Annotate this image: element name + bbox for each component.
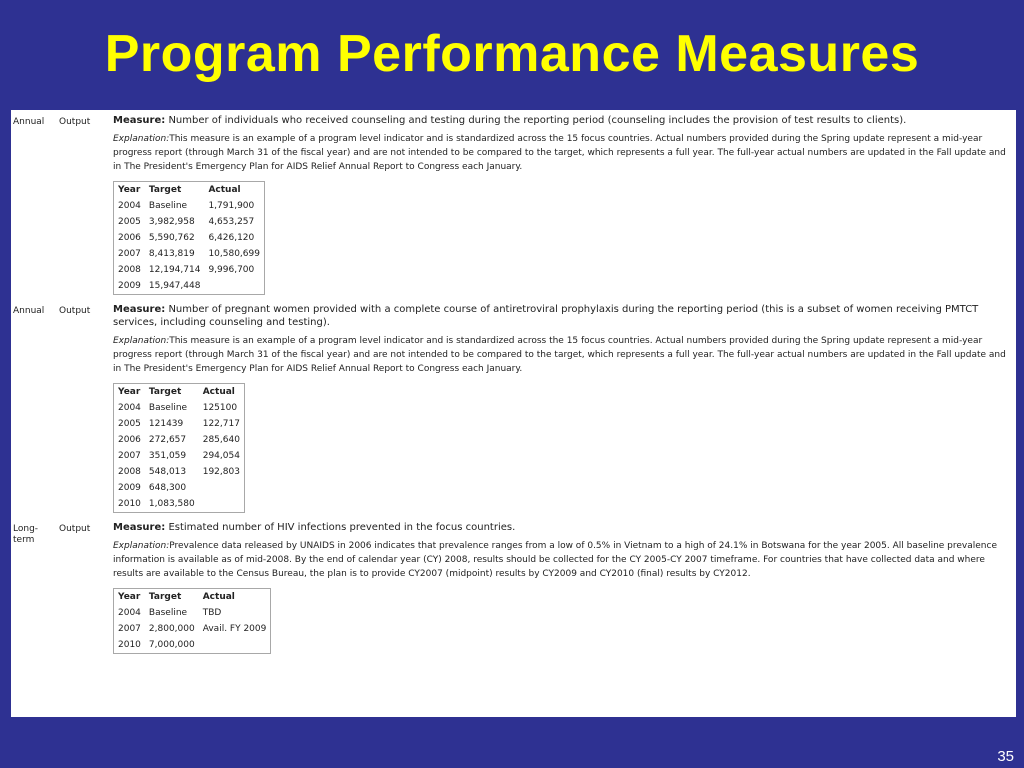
- results-table: [113, 588, 271, 654]
- table-row: [114, 480, 244, 496]
- table-cell: 2006: [118, 233, 141, 243]
- table-cell: 192,803: [202, 467, 240, 477]
- measure-text: [113, 303, 1010, 329]
- table-cell: 2009: [118, 483, 141, 493]
- table-cell: 2007: [118, 249, 141, 259]
- table-cell: 2010: [118, 640, 141, 650]
- measure-description: Number of individuals who received counseling and testing during the reporting period (counseling includes the provision of test results to clients).: [168, 115, 907, 126]
- measure-description: Number of pregnant women provided with a complete course of antiretroviral prophylaxis during the reporting period (this is a subset of women receiving PMTCT services, including counseling and testing).: [113, 304, 979, 328]
- table-cell: [199, 637, 271, 653]
- measure-text: [113, 114, 1010, 127]
- measure-details: [113, 521, 1016, 662]
- table-cell: 3,982,958: [148, 217, 195, 227]
- explanation-description: This measure is an example of a program level indicator and is standardized across the 15 focus countries. Actual numbers provided during the Spring update represent a mid-year progress report (through March 31 of the fiscal year) and are not intended to be compared to the target, which represents a full year. The full-year actual numbers are updated in the Fall update and in The President's Emergency Plan for AIDS Relief Annual Report to Congress each January.: [113, 134, 1006, 172]
- results-table: [113, 383, 245, 513]
- explanation-text: [113, 334, 1010, 376]
- measure-block: [11, 521, 1016, 662]
- table-cell: [199, 480, 244, 496]
- results-table: [113, 181, 265, 295]
- explanation-description: Prevalence data released by UNAIDS in 2006 indicates that prevalence ranges from a low of 0.5% in Vietnam to a high of 24.1% in Botswana for the year 2005. All baseline prevalence information is available as of mid-2008. By the end of calendar year (CY) 2008, results should be collected for the CY 2005-CY 2007 timeframe. For countries that have collected data and where results are available to the Census Bureau, the plan is to provide CY2007 (midpoint) results by CY2009 and CY2010 (final) results by CY2012.: [113, 541, 997, 579]
- table-cell: 122,717: [202, 419, 240, 429]
- table-cell: 6,426,120: [208, 233, 255, 243]
- table-cell: 351,059: [148, 451, 187, 461]
- table-row: [114, 605, 270, 621]
- frequency-cell: Long-term: [13, 524, 39, 545]
- table-row: [114, 214, 264, 230]
- measure-details: [113, 114, 1016, 303]
- table-row: [114, 432, 244, 448]
- table-cell: [204, 278, 264, 294]
- table-cell: 548,013: [148, 467, 187, 477]
- explanation-label: Explanation:: [113, 541, 170, 551]
- table-header-cell: Year: [118, 387, 141, 397]
- table-row: [114, 262, 264, 278]
- table-cell: 2009: [118, 281, 141, 291]
- table-row: [114, 246, 264, 262]
- table-row: [114, 496, 244, 512]
- explanation-label: Explanation:: [113, 336, 170, 346]
- table-cell: 2008: [118, 265, 141, 275]
- table-row: [114, 230, 264, 246]
- table-cell: 272,657: [148, 435, 187, 445]
- table-cell: 2008: [118, 467, 141, 477]
- table-cell: 285,640: [202, 435, 240, 445]
- table-cell: Baseline: [148, 201, 188, 211]
- frequency-cell: Annual: [13, 117, 45, 127]
- table-cell: 9,996,700: [208, 265, 255, 275]
- table-header-cell: Actual: [208, 185, 241, 195]
- table-header-row: [114, 589, 270, 605]
- table-row: [114, 637, 270, 653]
- measure-details: [113, 303, 1016, 521]
- page-number: 35: [997, 748, 1014, 765]
- table-header-cell: Year: [118, 592, 141, 602]
- table-header-row: [114, 182, 264, 198]
- table-cell: 125100: [202, 403, 238, 413]
- frequency-cell: Annual: [13, 306, 45, 316]
- table-row: [114, 416, 244, 432]
- measure-label: Measure:: [113, 522, 166, 533]
- table-header-cell: Year: [118, 185, 141, 195]
- table-cell: 2005: [118, 217, 141, 227]
- table-row: [114, 448, 244, 464]
- table-header-cell: Target: [148, 592, 182, 602]
- explanation-description: This measure is an example of a program level indicator and is standardized across the 15 focus countries. Actual numbers provided during the Spring update represent a mid-year progress report (through March 31 of the fiscal year) and are not intended to be compared to the target, which represents a full year. The full-year actual numbers are updated in the Fall update and in The President's Emergency Plan for AIDS Relief Annual Report to Congress each January.: [113, 336, 1006, 374]
- measure-text: [113, 521, 1010, 534]
- table-cell: 7,000,000: [148, 640, 195, 650]
- type-cell: Output: [59, 117, 91, 127]
- table-cell: [199, 496, 244, 512]
- table-header-cell: Actual: [202, 387, 235, 397]
- table-cell: 2004: [118, 403, 141, 413]
- table-cell: 648,300: [148, 483, 187, 493]
- measure-block: [11, 303, 1016, 521]
- table-cell: TBD: [202, 608, 222, 618]
- table-row: [114, 400, 244, 416]
- table-cell: 2005: [118, 419, 141, 429]
- table-cell: 1,791,900: [208, 201, 255, 211]
- table-row: [114, 198, 264, 214]
- table-header-cell: Actual: [202, 592, 235, 602]
- table-cell: 8,413,819: [148, 249, 195, 259]
- table-header-cell: Target: [148, 387, 182, 397]
- table-cell: 2,800,000: [148, 624, 195, 634]
- explanation-text: [113, 132, 1010, 174]
- slide-title: Program Performance Measures: [104, 25, 920, 83]
- table-cell: 10,580,699: [208, 249, 260, 259]
- table-cell: Baseline: [148, 403, 188, 413]
- table-cell: 121439: [148, 419, 184, 429]
- table-cell: 2006: [118, 435, 141, 445]
- table-cell: Baseline: [148, 608, 188, 618]
- measures-panel: [11, 110, 1016, 717]
- table-cell: 2004: [118, 608, 141, 618]
- explanation-text: [113, 539, 1010, 581]
- table-cell: 2007: [118, 624, 141, 634]
- table-cell: 1,083,580: [148, 499, 195, 509]
- type-cell: Output: [59, 524, 91, 534]
- measure-label: Measure:: [113, 304, 166, 315]
- table-cell: 294,054: [202, 451, 240, 461]
- table-row: [114, 278, 264, 294]
- table-cell: 5,590,762: [148, 233, 195, 243]
- table-cell: 15,947,448: [148, 281, 201, 291]
- table-cell: 4,653,257: [208, 217, 255, 227]
- table-row: [114, 464, 244, 480]
- table-row: [114, 621, 270, 637]
- table-header-row: [114, 384, 244, 400]
- measure-label: Measure:: [113, 115, 166, 126]
- type-cell: Output: [59, 306, 91, 316]
- measure-description: Estimated number of HIV infections prevented in the focus countries.: [168, 522, 516, 533]
- table-cell: 2004: [118, 201, 141, 211]
- table-cell: 12,194,714: [148, 265, 201, 275]
- table-header-cell: Target: [148, 185, 182, 195]
- table-cell: Avail. FY 2009: [202, 624, 267, 634]
- explanation-label: Explanation:: [113, 134, 170, 144]
- table-cell: 2010: [118, 499, 141, 509]
- table-cell: 2007: [118, 451, 141, 461]
- measure-block: [11, 114, 1016, 303]
